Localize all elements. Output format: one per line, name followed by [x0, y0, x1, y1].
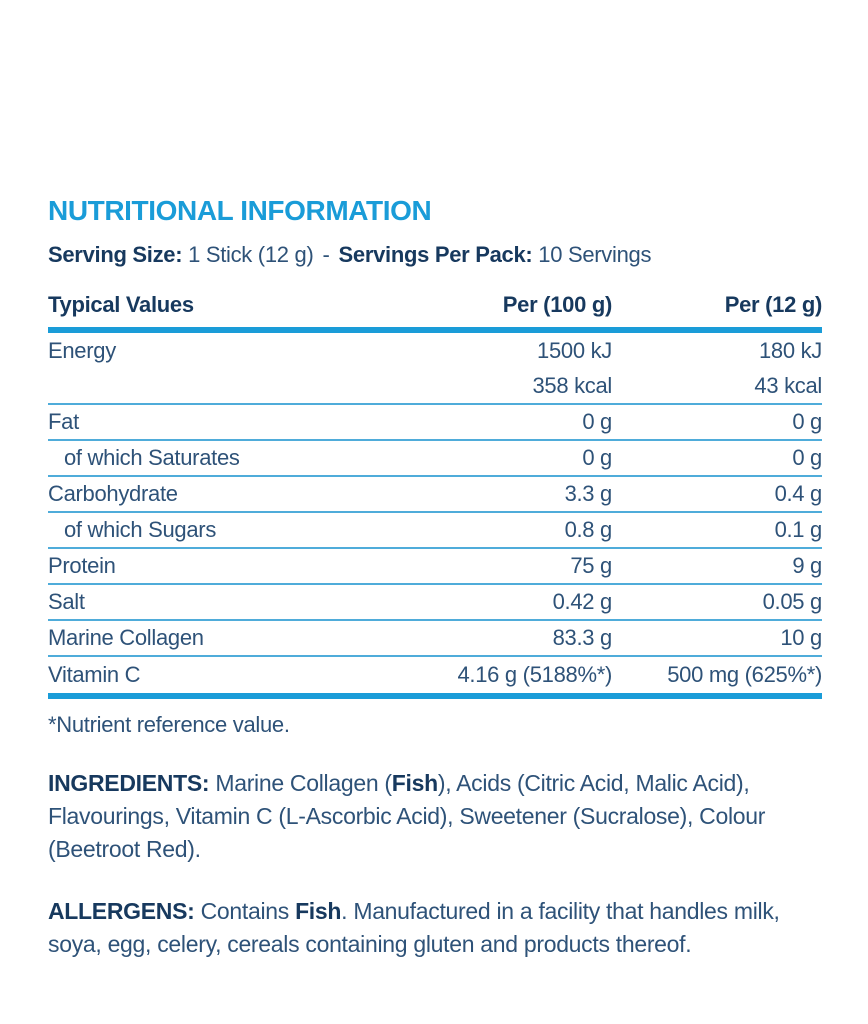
column-header-typical-values: Typical Values: [48, 292, 194, 317]
per-12g-value: 0 g: [792, 445, 822, 470]
per-12g-value: 0.1 g: [774, 517, 822, 542]
nutrient-name: Fat: [48, 409, 79, 434]
per-12g-value: 500 mg (625%*): [667, 662, 822, 687]
ingredients-paragraph: [48, 767, 822, 866]
per-12g-value: 9 g: [792, 553, 822, 578]
table-row: [48, 549, 822, 585]
per-100g-value: 0 g: [582, 409, 612, 434]
page-title: NUTRITIONAL INFORMATION: [48, 195, 432, 226]
per-12g-value: 43 kcal: [754, 373, 822, 398]
per-100g-value: 0.42 g: [552, 589, 612, 614]
per-100g-value: 0.8 g: [564, 517, 612, 542]
serving-info-line: [48, 242, 822, 268]
bold-text-segment: Fish: [391, 770, 438, 796]
nutrient-reference-footnote: *Nutrient reference value.: [48, 712, 290, 737]
nutrition-table: [48, 292, 822, 699]
nutrient-name: Carbohydrate: [48, 481, 178, 506]
serving-dash: -: [322, 242, 330, 267]
servings-per-pack-value: 10 Servings: [538, 242, 652, 267]
nutrient-name: of which Sugars: [64, 517, 217, 542]
bold-text-segment: ALLERGENS:: [48, 898, 201, 924]
table-row: [48, 333, 822, 369]
nutrient-name: Vitamin C: [48, 662, 141, 687]
text-segment: Marine Collagen (: [215, 770, 392, 796]
per-100g-value: 83.3 g: [552, 625, 612, 650]
per-100g-value: 1500 kJ: [537, 338, 612, 363]
nutrition-table-body: [48, 333, 822, 699]
table-row: [48, 621, 822, 657]
per-12g-value: 0.05 g: [762, 589, 822, 614]
per-12g-value: 180 kJ: [758, 338, 822, 363]
per-12g-value: 10 g: [780, 625, 822, 650]
per-12g-value: 0 g: [792, 409, 822, 434]
nutrient-name: Energy: [48, 338, 116, 363]
nutrient-name: of which Saturates: [64, 445, 240, 470]
table-row: [48, 369, 822, 405]
nutrient-name: Protein: [48, 553, 116, 578]
table-row: [48, 477, 822, 513]
nutrition-table-header: [48, 292, 822, 333]
table-row: [48, 441, 822, 477]
nutrient-name: Marine Collagen: [48, 625, 204, 650]
servings-per-pack-label: Servings Per Pack:: [338, 242, 533, 267]
bold-text-segment: Fish: [295, 898, 342, 924]
text-segment: ), Acids (Citric Acid, Malic Acid), Flavourings, Vitamin C (L-Ascorbic Acid), Sweetener (Sucralose), Colour (Beetroot Red).: [48, 770, 766, 862]
table-row: [48, 657, 822, 693]
table-row: [48, 585, 822, 621]
column-header-per-100g: Per (100 g): [502, 292, 612, 317]
serving-size-value: 1 Stick (12 g): [188, 242, 314, 267]
bold-text-segment: INGREDIENTS:: [48, 770, 216, 796]
text-segment: Contains: [200, 898, 296, 924]
table-row: [48, 513, 822, 549]
column-header-per-12g: Per (12 g): [724, 292, 822, 317]
per-12g-value: 0.4 g: [774, 481, 822, 506]
text-segment: . Manufactured in a facility that handles milk, soya, egg, celery, cereals containing gluten and products thereof.: [48, 898, 780, 957]
per-100g-value: 4.16 g (5188%*): [457, 662, 612, 687]
allergens-paragraph: [48, 895, 822, 961]
nutrient-name: Salt: [48, 589, 85, 614]
per-100g-value: 75 g: [570, 553, 612, 578]
per-100g-value: 0 g: [582, 445, 612, 470]
per-100g-value: 3.3 g: [564, 481, 612, 506]
per-100g-value: 358 kcal: [532, 373, 612, 398]
table-row: [48, 405, 822, 441]
serving-size-label: Serving Size:: [48, 242, 183, 267]
